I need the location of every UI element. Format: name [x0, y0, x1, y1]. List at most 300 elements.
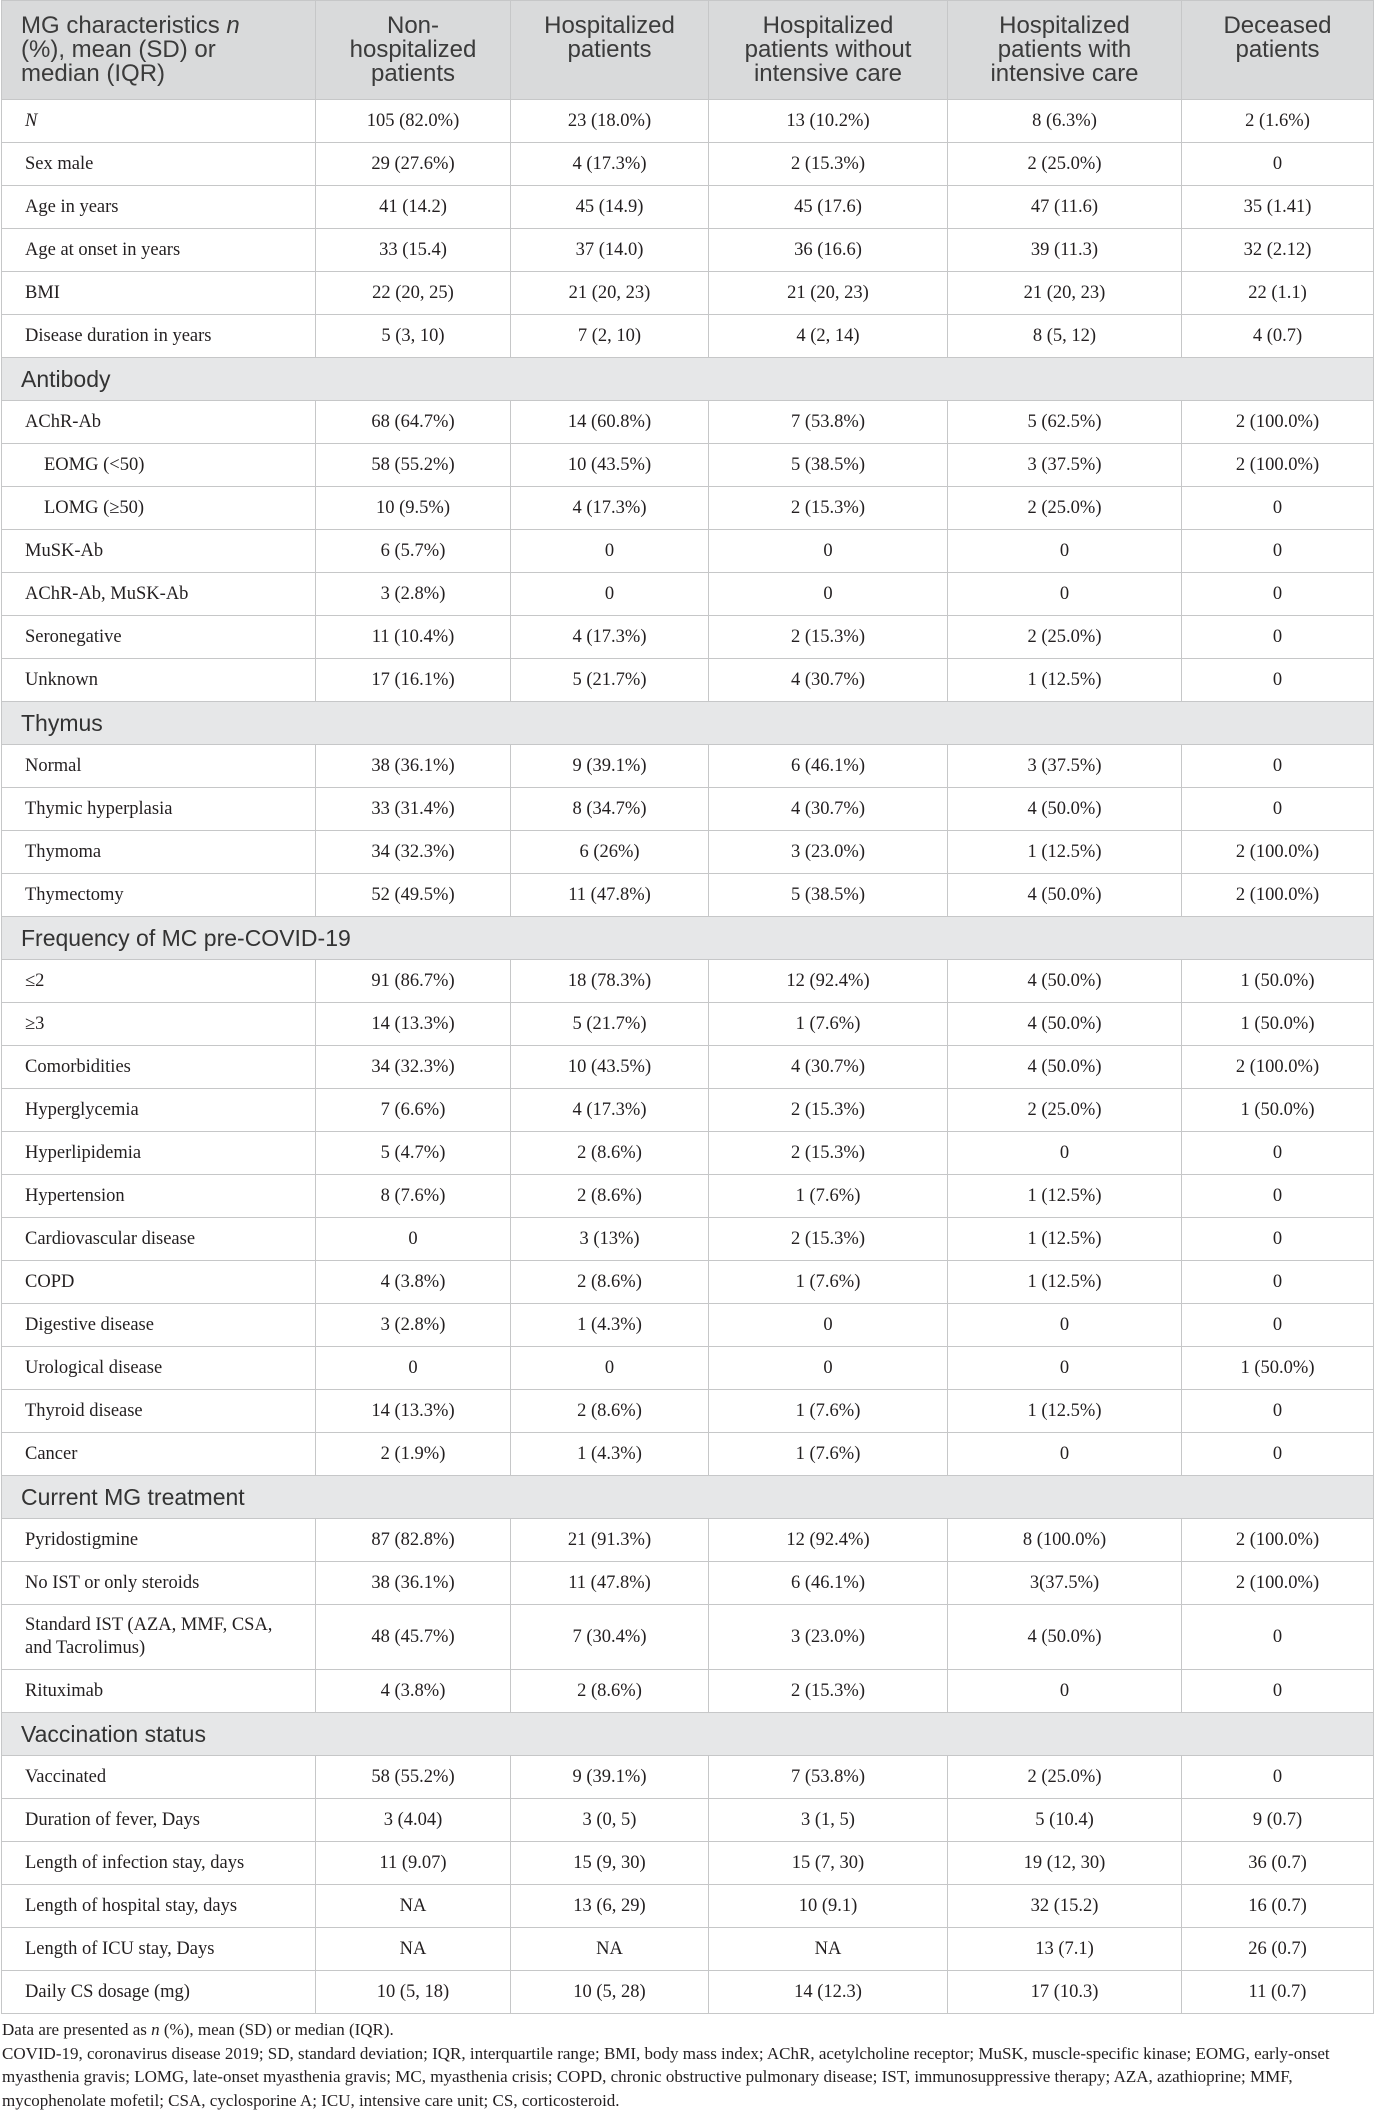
value-deceased: 32 (2.12) [1243, 239, 1312, 260]
value-non-hospitalized: 14 (13.3%) [316, 1390, 511, 1432]
value-deceased: 0 [1272, 1443, 1283, 1464]
value-non-hospitalized: 34 (32.3%) [316, 831, 511, 873]
row-label: Thymic hyperplasia [2, 788, 316, 830]
value-hospitalized-without-icu: 13 (10.2%) [709, 100, 948, 142]
header-hospitalized: Hospitalized patients [511, 1, 709, 99]
footnote-presentation-prefix: Data are presented as [2, 2020, 147, 2039]
value-hospitalized-with-icu: 13 (7.1) [948, 1928, 1182, 1970]
table-row [2, 444, 1373, 487]
value-hospitalized-with-icu: 3(37.5%) [948, 1562, 1182, 1604]
value-non-hospitalized: 14 (13.3%) [316, 1003, 511, 1045]
value-hospitalized-with-icu: 47 (11.6) [948, 186, 1182, 228]
value-hospitalized-without-icu: 1 (7.6%) [709, 1261, 948, 1303]
value-hospitalized-with-icu: 0 [948, 1304, 1182, 1346]
value-deceased: 16 (0.7) [1248, 1895, 1307, 1916]
value-hospitalized-with-icu: 4 (50.0%) [948, 960, 1182, 1002]
table-row [2, 831, 1373, 874]
value-hospitalized: 4 (17.3%) [511, 143, 709, 185]
value-hospitalized-with-icu: 5 (62.5%) [948, 401, 1182, 443]
value-non-hospitalized: 38 (36.1%) [316, 745, 511, 787]
value-hospitalized-with-icu: 1 (12.5%) [948, 1261, 1182, 1303]
table-row [2, 1218, 1373, 1261]
value-hospitalized-with-icu: 1 (12.5%) [948, 659, 1182, 701]
header-characteristics [2, 1, 316, 99]
row-label: Cancer [2, 1433, 316, 1475]
value-deceased: 2 (100.0%) [1235, 841, 1320, 862]
value-hospitalized: 4 (17.3%) [511, 487, 709, 529]
header-non-hospitalized: Non-hospitalized patients [316, 1, 511, 99]
table-row [2, 530, 1373, 573]
value-non-hospitalized: 11 (10.4%) [316, 616, 511, 658]
table-row [2, 1390, 1373, 1433]
table-row [2, 1756, 1373, 1799]
table-row [2, 1971, 1373, 2014]
value-hospitalized-with-icu: 2 (25.0%) [948, 1756, 1182, 1798]
row-label: Cardiovascular disease [2, 1218, 316, 1260]
value-hospitalized-without-icu: 15 (7, 30) [709, 1842, 948, 1884]
value-hospitalized-without-icu: 4 (30.7%) [709, 1046, 948, 1088]
table-row [2, 1799, 1373, 1842]
header-row [2, 1, 1373, 100]
value-deceased: 0 [1272, 755, 1283, 776]
value-hospitalized-without-icu: 2 (15.3%) [709, 616, 948, 658]
value-hospitalized-without-icu: 10 (9.1) [709, 1885, 948, 1927]
row-label: AChR-Ab, MuSK-Ab [2, 573, 316, 615]
value-non-hospitalized: 3 (2.8%) [316, 573, 511, 615]
value-hospitalized-without-icu: 0 [709, 1304, 948, 1346]
value-hospitalized-with-icu: 2 (25.0%) [948, 1089, 1182, 1131]
section-title: Frequency of MC pre-COVID-19 [21, 924, 351, 951]
table-row [2, 1003, 1373, 1046]
row-label: COPD [2, 1261, 316, 1303]
value-deceased: 0 [1272, 1766, 1283, 1787]
value-hospitalized-without-icu: 21 (20, 23) [709, 272, 948, 314]
value-deceased: 2 (100.0%) [1235, 1572, 1320, 1593]
value-deceased: 4 (0.7) [1252, 325, 1303, 346]
row-label: Unknown [2, 659, 316, 701]
value-deceased: 0 [1272, 1185, 1283, 1206]
table-row [2, 401, 1373, 444]
value-hospitalized-without-icu: 2 (15.3%) [709, 1218, 948, 1260]
value-hospitalized: 4 (17.3%) [511, 1089, 709, 1131]
table-row [2, 315, 1373, 358]
value-hospitalized-with-icu: 5 (10.4) [948, 1799, 1182, 1841]
value-hospitalized-with-icu: 0 [948, 1433, 1182, 1475]
row-label: Thyroid disease [2, 1390, 316, 1432]
value-hospitalized-with-icu: 4 (50.0%) [948, 1605, 1182, 1669]
header-label-suffix: (%), mean (SD) or median (IQR) [21, 36, 216, 87]
value-hospitalized-with-icu: 8 (100.0%) [948, 1519, 1182, 1561]
value-non-hospitalized: 33 (15.4) [316, 229, 511, 271]
table-row [2, 1562, 1373, 1605]
value-deceased: 0 [1272, 669, 1283, 690]
row-label: Seronegative [2, 616, 316, 658]
table-row [2, 1089, 1373, 1132]
value-hospitalized-with-icu: 0 [948, 1347, 1182, 1389]
value-hospitalized: 0 [511, 1347, 709, 1389]
value-deceased: 36 (0.7) [1248, 1852, 1307, 1873]
value-hospitalized-with-icu: 1 (12.5%) [948, 1390, 1182, 1432]
value-hospitalized-with-icu: 17 (10.3) [948, 1971, 1182, 2013]
table-row [2, 272, 1373, 315]
value-hospitalized-without-icu: 2 (15.3%) [709, 487, 948, 529]
value-deceased: 2 (100.0%) [1235, 884, 1320, 905]
row-label: Sex male [2, 143, 316, 185]
row-label: AChR-Ab [2, 401, 316, 443]
section-row [2, 1476, 1373, 1519]
value-deceased: 1 (50.0%) [1240, 1099, 1315, 1120]
value-non-hospitalized: 2 (1.9%) [316, 1433, 511, 1475]
value-hospitalized: 1 (4.3%) [511, 1304, 709, 1346]
row-label: Normal [2, 745, 316, 787]
value-non-hospitalized: 105 (82.0%) [316, 100, 511, 142]
value-hospitalized: 0 [511, 530, 709, 572]
value-non-hospitalized: 0 [316, 1347, 511, 1389]
value-hospitalized: NA [511, 1928, 709, 1970]
value-hospitalized-with-icu: 1 (12.5%) [948, 1175, 1182, 1217]
table-row [2, 1670, 1373, 1713]
value-hospitalized: 3 (13%) [511, 1218, 709, 1260]
value-deceased: 1 (50.0%) [1240, 970, 1315, 991]
value-deceased: 26 (0.7) [1248, 1938, 1307, 1959]
value-deceased: 0 [1272, 798, 1283, 819]
value-hospitalized-with-icu: 4 (50.0%) [948, 1003, 1182, 1045]
value-non-hospitalized: 91 (86.7%) [316, 960, 511, 1002]
value-hospitalized-without-icu: 4 (30.7%) [709, 788, 948, 830]
value-hospitalized: 10 (43.5%) [511, 1046, 709, 1088]
value-deceased: 9 (0.7) [1252, 1809, 1303, 1830]
row-label: N [2, 100, 316, 142]
header-hospitalized-without-icu: Hospitalized patients without intensive care [709, 1, 948, 99]
value-non-hospitalized: 5 (4.7%) [316, 1132, 511, 1174]
table-row [2, 659, 1373, 702]
value-hospitalized: 2 (8.6%) [511, 1670, 709, 1712]
value-non-hospitalized: 0 [316, 1218, 511, 1260]
value-non-hospitalized: 6 (5.7%) [316, 530, 511, 572]
value-hospitalized-without-icu: 1 (7.6%) [709, 1175, 948, 1217]
row-label: Standard IST (AZA, MMF, CSA, and Tacrolimus) [2, 1605, 316, 1669]
value-hospitalized-without-icu: 0 [709, 530, 948, 572]
value-hospitalized-without-icu: 2 (15.3%) [709, 143, 948, 185]
value-non-hospitalized: 52 (49.5%) [316, 874, 511, 916]
table-row [2, 100, 1373, 143]
row-label: Rituximab [2, 1670, 316, 1712]
row-label: MuSK-Ab [2, 530, 316, 572]
value-hospitalized: 7 (30.4%) [511, 1605, 709, 1669]
value-non-hospitalized: 7 (6.6%) [316, 1089, 511, 1131]
value-deceased: 0 [1272, 626, 1283, 647]
table-body [2, 100, 1373, 2014]
footnote-presentation-variable: n [151, 2020, 160, 2039]
value-deceased: 2 (100.0%) [1235, 454, 1320, 475]
value-hospitalized: 45 (14.9) [511, 186, 709, 228]
value-hospitalized: 10 (5, 28) [511, 1971, 709, 2013]
table-row [2, 745, 1373, 788]
row-label: EOMG (<50) [2, 444, 316, 486]
value-deceased: 22 (1.1) [1248, 282, 1307, 303]
value-hospitalized-with-icu: 4 (50.0%) [948, 874, 1182, 916]
table-row [2, 1132, 1373, 1175]
value-hospitalized-with-icu: 3 (37.5%) [948, 745, 1182, 787]
row-label: Vaccinated [2, 1756, 316, 1798]
table-row [2, 1433, 1373, 1476]
value-hospitalized: 23 (18.0%) [511, 100, 709, 142]
value-hospitalized-without-icu: 12 (92.4%) [709, 1519, 948, 1561]
row-label: Digestive disease [2, 1304, 316, 1346]
row-label: No IST or only steroids [2, 1562, 316, 1604]
row-label: BMI [2, 272, 316, 314]
section-row [2, 1713, 1373, 1756]
value-non-hospitalized: 38 (36.1%) [316, 1562, 511, 1604]
table-row [2, 1261, 1373, 1304]
value-non-hospitalized: 10 (5, 18) [316, 1971, 511, 2013]
table-row [2, 1519, 1373, 1562]
value-hospitalized-with-icu: 1 (12.5%) [948, 1218, 1182, 1260]
value-hospitalized: 6 (26%) [511, 831, 709, 873]
value-deceased: 0 [1272, 1142, 1283, 1163]
value-deceased: 2 (100.0%) [1235, 1529, 1320, 1550]
value-deceased: 35 (1.41) [1243, 196, 1312, 217]
row-label: Thymectomy [2, 874, 316, 916]
table-row [2, 1304, 1373, 1347]
row-label: Comorbidities [2, 1046, 316, 1088]
value-hospitalized-with-icu: 21 (20, 23) [948, 272, 1182, 314]
value-deceased: 0 [1272, 1271, 1283, 1292]
value-hospitalized: 21 (91.3%) [511, 1519, 709, 1561]
footnote-data-presentation [2, 2018, 1373, 2042]
value-hospitalized: 15 (9, 30) [511, 1842, 709, 1884]
table-row [2, 1347, 1373, 1390]
value-hospitalized-without-icu: 2 (15.3%) [709, 1670, 948, 1712]
value-hospitalized-with-icu: 19 (12, 30) [948, 1842, 1182, 1884]
value-deceased: 0 [1272, 540, 1283, 561]
value-non-hospitalized: 68 (64.7%) [316, 401, 511, 443]
value-hospitalized-with-icu: 1 (12.5%) [948, 831, 1182, 873]
value-hospitalized-with-icu: 0 [948, 1132, 1182, 1174]
value-hospitalized: 14 (60.8%) [511, 401, 709, 443]
value-hospitalized: 2 (8.6%) [511, 1261, 709, 1303]
value-non-hospitalized: 11 (9.07) [316, 1842, 511, 1884]
table-row [2, 143, 1373, 186]
value-deceased: 0 [1272, 1314, 1283, 1335]
value-deceased: 0 [1272, 153, 1283, 174]
value-hospitalized-without-icu: 6 (46.1%) [709, 745, 948, 787]
value-non-hospitalized: 58 (55.2%) [316, 1756, 511, 1798]
value-hospitalized: 9 (39.1%) [511, 1756, 709, 1798]
row-label: Hypertension [2, 1175, 316, 1217]
table-row [2, 1842, 1373, 1885]
value-deceased: 1 (50.0%) [1240, 1013, 1315, 1034]
value-hospitalized: 0 [511, 573, 709, 615]
header-label-variable: n [226, 12, 240, 39]
value-non-hospitalized: 3 (2.8%) [316, 1304, 511, 1346]
value-non-hospitalized: 22 (20, 25) [316, 272, 511, 314]
value-hospitalized: 2 (8.6%) [511, 1390, 709, 1432]
value-non-hospitalized: NA [316, 1885, 511, 1927]
table-row [2, 186, 1373, 229]
value-hospitalized-without-icu: 36 (16.6) [709, 229, 948, 271]
row-label: Pyridostigmine [2, 1519, 316, 1561]
row-label: Urological disease [2, 1347, 316, 1389]
value-deceased: 0 [1272, 583, 1283, 604]
section-title: Vaccination status [21, 1720, 206, 1747]
value-hospitalized-without-icu: 3 (23.0%) [709, 831, 948, 873]
row-label: Duration of fever, Days [2, 1799, 316, 1841]
value-hospitalized-with-icu: 0 [948, 1670, 1182, 1712]
value-non-hospitalized: NA [316, 1928, 511, 1970]
value-deceased: 2 (100.0%) [1235, 411, 1320, 432]
value-non-hospitalized: 10 (9.5%) [316, 487, 511, 529]
section-title: Current MG treatment [21, 1483, 245, 1510]
value-hospitalized: 8 (34.7%) [511, 788, 709, 830]
value-deceased: 2 (1.6%) [1245, 110, 1310, 131]
value-hospitalized-without-icu: 4 (2, 14) [709, 315, 948, 357]
row-label: Age in years [2, 186, 316, 228]
row-label: Length of ICU stay, Days [2, 1928, 316, 1970]
value-hospitalized: 13 (6, 29) [511, 1885, 709, 1927]
value-non-hospitalized: 4 (3.8%) [316, 1261, 511, 1303]
value-non-hospitalized: 48 (45.7%) [316, 1605, 511, 1669]
row-label: Hyperlipidemia [2, 1132, 316, 1174]
row-label: Length of infection stay, days [2, 1842, 316, 1884]
row-label: Age at onset in years [2, 229, 316, 271]
value-non-hospitalized: 29 (27.6%) [316, 143, 511, 185]
value-hospitalized: 11 (47.8%) [511, 1562, 709, 1604]
value-hospitalized-without-icu: 7 (53.8%) [709, 1756, 948, 1798]
value-deceased: 0 [1272, 1626, 1283, 1647]
value-hospitalized: 21 (20, 23) [511, 272, 709, 314]
section-title: Thymus [21, 709, 103, 736]
value-deceased: 0 [1272, 497, 1283, 518]
table-row [2, 1885, 1373, 1928]
value-non-hospitalized: 3 (4.04) [316, 1799, 511, 1841]
value-non-hospitalized: 8 (7.6%) [316, 1175, 511, 1217]
value-hospitalized-with-icu: 39 (11.3) [948, 229, 1182, 271]
value-hospitalized-without-icu: 0 [709, 573, 948, 615]
header-deceased: Deceased patients [1223, 12, 1332, 63]
section-row [2, 702, 1373, 745]
table-row [2, 1046, 1373, 1089]
table-row [2, 1605, 1373, 1670]
section-title: Antibody [21, 365, 111, 392]
value-hospitalized-without-icu: 45 (17.6) [709, 186, 948, 228]
value-hospitalized-without-icu: 5 (38.5%) [709, 874, 948, 916]
value-hospitalized-without-icu: 5 (38.5%) [709, 444, 948, 486]
value-non-hospitalized: 58 (55.2%) [316, 444, 511, 486]
value-hospitalized-without-icu: 0 [709, 1347, 948, 1389]
value-hospitalized: 1 (4.3%) [511, 1433, 709, 1475]
table-row [2, 788, 1373, 831]
header-hospitalized-with-icu: Hospitalized patients with intensive care [948, 1, 1182, 99]
table-row [2, 229, 1373, 272]
value-hospitalized-without-icu: 1 (7.6%) [709, 1003, 948, 1045]
value-hospitalized-without-icu: 1 (7.6%) [709, 1390, 948, 1432]
row-label: ≤2 [2, 960, 316, 1002]
table-row [2, 1928, 1373, 1971]
value-hospitalized: 2 (8.6%) [511, 1132, 709, 1174]
value-hospitalized: 5 (21.7%) [511, 659, 709, 701]
row-label: Thymoma [2, 831, 316, 873]
value-hospitalized: 9 (39.1%) [511, 745, 709, 787]
value-hospitalized-without-icu: 7 (53.8%) [709, 401, 948, 443]
row-label: ≥3 [2, 1003, 316, 1045]
value-non-hospitalized: 4 (3.8%) [316, 1670, 511, 1712]
footnote-abbreviations: COVID-19, coronavirus disease 2019; SD, standard deviation; IQR, interquartile range; BMI, body mass index; AChR, acetylcholine receptor; MuSK, muscle-specific kinase; EOMG, early-onset myasthenia gravis; LOMG, late-onset myasthenia gravis; MC, myasthenia crisis; COPD, chronic obstructive pulmonary disease; IST, immunosuppressive therapy; AZA, azathioprine; MMF, mycophenolate mofetil; CSA, cyclosporine A; ICU, intensive care unit; CS, corticosteroid. [2, 2043, 1330, 2110]
value-hospitalized-without-icu: 3 (1, 5) [709, 1799, 948, 1841]
header-label-prefix: MG characteristics [21, 12, 220, 39]
value-hospitalized: 5 (21.7%) [511, 1003, 709, 1045]
value-hospitalized-with-icu: 0 [948, 530, 1182, 572]
table-row [2, 874, 1373, 917]
value-hospitalized-with-icu: 2 (25.0%) [948, 616, 1182, 658]
value-hospitalized-without-icu: 2 (15.3%) [709, 1089, 948, 1131]
value-non-hospitalized: 34 (32.3%) [316, 1046, 511, 1088]
value-hospitalized-without-icu: 6 (46.1%) [709, 1562, 948, 1604]
row-label: Disease duration in years [2, 315, 316, 357]
table-row [2, 1175, 1373, 1218]
value-hospitalized-with-icu: 3 (37.5%) [948, 444, 1182, 486]
table-footnotes [0, 2014, 1375, 2112]
value-hospitalized: 2 (8.6%) [511, 1175, 709, 1217]
table-row [2, 573, 1373, 616]
value-hospitalized-with-icu: 8 (5, 12) [948, 315, 1182, 357]
value-hospitalized-without-icu: 12 (92.4%) [709, 960, 948, 1002]
value-deceased: 1 (50.0%) [1240, 1357, 1315, 1378]
value-hospitalized-with-icu: 4 (50.0%) [948, 788, 1182, 830]
section-row [2, 917, 1373, 960]
value-hospitalized-with-icu: 32 (15.2) [948, 1885, 1182, 1927]
value-hospitalized-with-icu: 2 (25.0%) [948, 143, 1182, 185]
value-hospitalized: 11 (47.8%) [511, 874, 709, 916]
value-hospitalized-without-icu: 1 (7.6%) [709, 1433, 948, 1475]
value-non-hospitalized: 41 (14.2) [316, 186, 511, 228]
row-label: Length of hospital stay, days [2, 1885, 316, 1927]
table-row [2, 487, 1373, 530]
table-row [2, 616, 1373, 659]
footnote-presentation-suffix: (%), mean (SD) or median (IQR). [163, 2020, 394, 2039]
value-hospitalized: 37 (14.0) [511, 229, 709, 271]
value-deceased: 0 [1272, 1228, 1283, 1249]
row-label: Daily CS dosage (mg) [2, 1971, 316, 2013]
value-hospitalized-without-icu: 14 (12.3) [709, 1971, 948, 2013]
value-non-hospitalized: 5 (3, 10) [316, 315, 511, 357]
row-label: LOMG (≥50) [2, 487, 316, 529]
table-row [2, 960, 1373, 1003]
characteristics-table [1, 0, 1374, 2014]
value-hospitalized: 3 (0, 5) [511, 1799, 709, 1841]
value-hospitalized-with-icu: 4 (50.0%) [948, 1046, 1182, 1088]
value-hospitalized-without-icu: 3 (23.0%) [709, 1605, 948, 1669]
value-hospitalized-with-icu: 0 [948, 573, 1182, 615]
value-deceased: 0 [1272, 1680, 1283, 1701]
value-hospitalized-without-icu: 2 (15.3%) [709, 1132, 948, 1174]
row-label: Hyperglycemia [2, 1089, 316, 1131]
value-deceased: 0 [1272, 1400, 1283, 1421]
section-row [2, 358, 1373, 401]
value-hospitalized-without-icu: NA [709, 1928, 948, 1970]
value-non-hospitalized: 17 (16.1%) [316, 659, 511, 701]
value-deceased: 11 (0.7) [1248, 1981, 1307, 2002]
value-hospitalized: 7 (2, 10) [511, 315, 709, 357]
value-hospitalized: 10 (43.5%) [511, 444, 709, 486]
value-hospitalized: 4 (17.3%) [511, 616, 709, 658]
value-hospitalized-with-icu: 8 (6.3%) [948, 100, 1182, 142]
value-non-hospitalized: 87 (82.8%) [316, 1519, 511, 1561]
value-non-hospitalized: 33 (31.4%) [316, 788, 511, 830]
value-hospitalized-with-icu: 2 (25.0%) [948, 487, 1182, 529]
value-hospitalized-without-icu: 4 (30.7%) [709, 659, 948, 701]
value-deceased: 2 (100.0%) [1235, 1056, 1320, 1077]
